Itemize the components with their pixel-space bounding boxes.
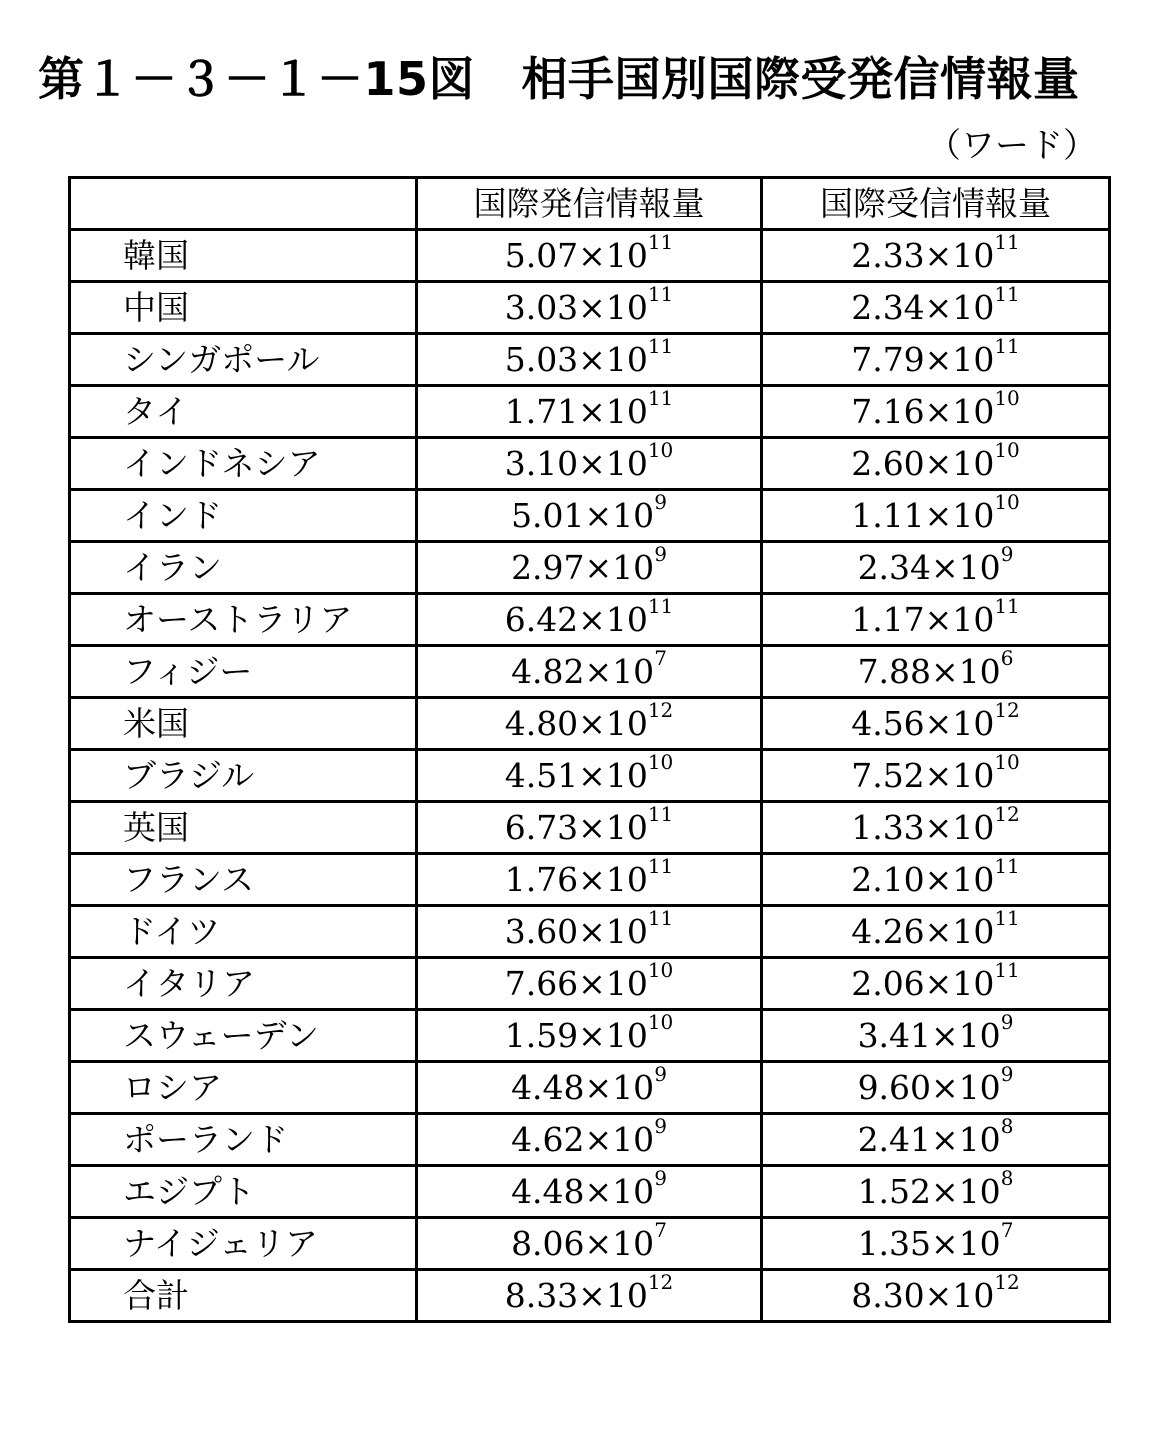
mantissa: 7.52×10 — [851, 756, 995, 795]
send-value — [417, 646, 762, 698]
header-country — [70, 178, 417, 230]
mantissa: 7.16×10 — [851, 392, 995, 431]
exponent: 9 — [654, 1166, 667, 1190]
header-row — [70, 178, 1110, 230]
mantissa: 1.35×10 — [857, 1224, 1001, 1263]
recv-value — [762, 1218, 1110, 1270]
mantissa: 2.60×10 — [851, 444, 995, 483]
mantissa: 1.52×10 — [857, 1172, 1001, 1211]
send-value — [417, 854, 762, 906]
send-value — [417, 386, 762, 438]
mantissa: 2.97×10 — [511, 548, 655, 587]
exponent: 11 — [994, 958, 1020, 982]
exponent: 11 — [647, 334, 674, 358]
table-row — [70, 1114, 1110, 1166]
recv-value — [762, 906, 1110, 958]
country-name: エジプト — [70, 1166, 417, 1218]
recv-value — [762, 334, 1110, 386]
recv-value — [762, 230, 1110, 282]
send-value — [417, 282, 762, 334]
exponent: 12 — [994, 802, 1020, 826]
table-row — [70, 438, 1110, 490]
exponent: 11 — [647, 854, 674, 878]
exponent: 12 — [647, 1270, 674, 1294]
country-name: ドイツ — [70, 906, 417, 958]
table-row — [70, 594, 1110, 646]
recv-value — [762, 490, 1110, 542]
mantissa: 2.06×10 — [851, 964, 995, 1003]
data-table — [68, 176, 1111, 1323]
table-row — [70, 750, 1110, 802]
header-recv: 国際受信情報量 — [762, 178, 1110, 230]
exponent: 12 — [647, 698, 674, 722]
exponent: 9 — [654, 1062, 667, 1086]
table-row — [70, 230, 1110, 282]
exponent: 7 — [654, 646, 667, 670]
table-row — [70, 802, 1110, 854]
header-send: 国際発信情報量 — [417, 178, 762, 230]
country-name: タイ — [70, 386, 417, 438]
table-row — [70, 334, 1110, 386]
exponent: 11 — [647, 282, 674, 306]
recv-value — [762, 1114, 1110, 1166]
recv-value — [762, 438, 1110, 490]
exponent: 10 — [647, 750, 674, 774]
table-body — [70, 230, 1110, 1322]
mantissa: 2.10×10 — [851, 860, 995, 899]
recv-value — [762, 958, 1110, 1010]
exponent: 10 — [647, 438, 674, 462]
recv-value — [762, 282, 1110, 334]
table-row — [70, 1218, 1110, 1270]
mantissa: 9.60×10 — [857, 1068, 1001, 1107]
country-name: ロシア — [70, 1062, 417, 1114]
mantissa: 4.48×10 — [511, 1172, 655, 1211]
send-value — [417, 334, 762, 386]
mantissa: 1.33×10 — [851, 808, 995, 847]
recv-value — [762, 802, 1110, 854]
country-name: シンガポール — [70, 334, 417, 386]
mantissa: 8.30×10 — [851, 1276, 995, 1315]
table-row — [70, 854, 1110, 906]
country-name: フランス — [70, 854, 417, 906]
mantissa: 1.59×10 — [504, 1016, 648, 1055]
mantissa: 7.79×10 — [851, 340, 995, 379]
unit-label: （ワード） — [927, 126, 1097, 166]
country-name: イタリア — [70, 958, 417, 1010]
country-name: スウェーデン — [70, 1010, 417, 1062]
country-name: イラン — [70, 542, 417, 594]
recv-value — [762, 1270, 1110, 1322]
send-value — [417, 802, 762, 854]
recv-value — [762, 594, 1110, 646]
exponent: 6 — [1000, 646, 1014, 670]
mantissa: 4.56×10 — [851, 704, 995, 743]
table-row — [70, 542, 1110, 594]
table-row — [70, 958, 1110, 1010]
country-name: フィジー — [70, 646, 417, 698]
country-name: インドネシア — [70, 438, 417, 490]
mantissa: 1.76×10 — [504, 860, 648, 899]
table-row — [70, 698, 1110, 750]
table-row — [70, 1010, 1110, 1062]
country-name: ブラジル — [70, 750, 417, 802]
exponent: 12 — [994, 1270, 1020, 1294]
recv-value — [762, 854, 1110, 906]
mantissa: 8.33×10 — [504, 1276, 648, 1315]
send-value — [417, 906, 762, 958]
exponent: 11 — [647, 386, 674, 410]
mantissa: 2.41×10 — [857, 1120, 1001, 1159]
exponent: 10 — [994, 490, 1020, 514]
country-name: 中国 — [70, 282, 417, 334]
mantissa: 1.17×10 — [851, 600, 995, 639]
send-value — [417, 1166, 762, 1218]
recv-value — [762, 1062, 1110, 1114]
mantissa: 6.42×10 — [504, 600, 648, 639]
exponent: 11 — [994, 854, 1020, 878]
exponent: 8 — [1000, 1114, 1014, 1138]
country-name: ポーランド — [70, 1114, 417, 1166]
exponent: 11 — [994, 282, 1020, 306]
mantissa: 4.26×10 — [851, 912, 995, 951]
send-value — [417, 1010, 762, 1062]
table-row — [70, 906, 1110, 958]
recv-value — [762, 1010, 1110, 1062]
mantissa: 8.06×10 — [511, 1224, 655, 1263]
recv-value — [762, 750, 1110, 802]
exponent: 12 — [994, 698, 1020, 722]
table-row — [70, 1270, 1110, 1322]
mantissa: 4.82×10 — [511, 652, 655, 691]
exponent: 9 — [1000, 1062, 1014, 1086]
exponent: 11 — [647, 230, 674, 254]
exponent: 11 — [647, 802, 674, 826]
mantissa: 3.03×10 — [504, 288, 648, 327]
recv-value — [762, 386, 1110, 438]
send-value — [417, 1114, 762, 1166]
mantissa: 5.07×10 — [504, 236, 648, 275]
table-row — [70, 1166, 1110, 1218]
send-value — [417, 542, 762, 594]
table-row — [70, 386, 1110, 438]
send-value — [417, 1218, 762, 1270]
exponent: 11 — [647, 594, 674, 618]
table-row — [70, 282, 1110, 334]
mantissa: 4.80×10 — [504, 704, 648, 743]
exponent: 7 — [654, 1218, 667, 1242]
send-value — [417, 490, 762, 542]
recv-value — [762, 646, 1110, 698]
exponent: 11 — [994, 230, 1020, 254]
exponent: 11 — [994, 906, 1020, 930]
exponent: 11 — [994, 334, 1020, 358]
send-value — [417, 438, 762, 490]
country-name: 米国 — [70, 698, 417, 750]
table-row — [70, 490, 1110, 542]
exponent: 11 — [647, 906, 674, 930]
mantissa: 2.33×10 — [851, 236, 995, 275]
table-row — [70, 1062, 1110, 1114]
mantissa: 5.03×10 — [504, 340, 648, 379]
exponent: 8 — [1000, 1166, 1014, 1190]
mantissa: 1.71×10 — [504, 392, 648, 431]
exponent: 9 — [1000, 542, 1014, 566]
mantissa: 4.62×10 — [511, 1120, 655, 1159]
exponent: 10 — [647, 958, 674, 982]
exponent: 9 — [654, 542, 667, 566]
exponent: 11 — [994, 594, 1020, 618]
exponent: 10 — [647, 1010, 674, 1034]
exponent: 10 — [994, 438, 1020, 462]
mantissa: 1.11×10 — [851, 496, 995, 535]
mantissa: 2.34×10 — [851, 288, 995, 327]
country-name: 合計 — [70, 1270, 417, 1322]
mantissa: 3.10×10 — [504, 444, 648, 483]
mantissa: 6.73×10 — [504, 808, 648, 847]
mantissa: 5.01×10 — [511, 496, 655, 535]
figure-title: 第１－３－１－15図 相手国別国際受発信情報量 — [38, 52, 1080, 106]
send-value — [417, 958, 762, 1010]
mantissa: 4.48×10 — [511, 1068, 655, 1107]
country-name: オーストラリア — [70, 594, 417, 646]
country-name: ナイジェリア — [70, 1218, 417, 1270]
recv-value — [762, 1166, 1110, 1218]
country-name: 英国 — [70, 802, 417, 854]
exponent: 9 — [1000, 1010, 1014, 1034]
mantissa: 7.88×10 — [857, 652, 1001, 691]
send-value — [417, 698, 762, 750]
mantissa: 3.41×10 — [857, 1016, 1001, 1055]
exponent: 9 — [654, 490, 667, 514]
send-value — [417, 1062, 762, 1114]
send-value — [417, 750, 762, 802]
mantissa: 2.34×10 — [857, 548, 1001, 587]
send-value — [417, 230, 762, 282]
mantissa: 7.66×10 — [504, 964, 648, 1003]
mantissa: 4.51×10 — [504, 756, 648, 795]
table-row — [70, 646, 1110, 698]
exponent: 10 — [994, 750, 1020, 774]
exponent: 9 — [654, 1114, 667, 1138]
send-value — [417, 594, 762, 646]
recv-value — [762, 698, 1110, 750]
send-value — [417, 1270, 762, 1322]
exponent: 10 — [994, 386, 1020, 410]
country-name: インド — [70, 490, 417, 542]
exponent: 7 — [1000, 1218, 1014, 1242]
mantissa: 3.60×10 — [504, 912, 648, 951]
country-name: 韓国 — [70, 230, 417, 282]
recv-value — [762, 542, 1110, 594]
